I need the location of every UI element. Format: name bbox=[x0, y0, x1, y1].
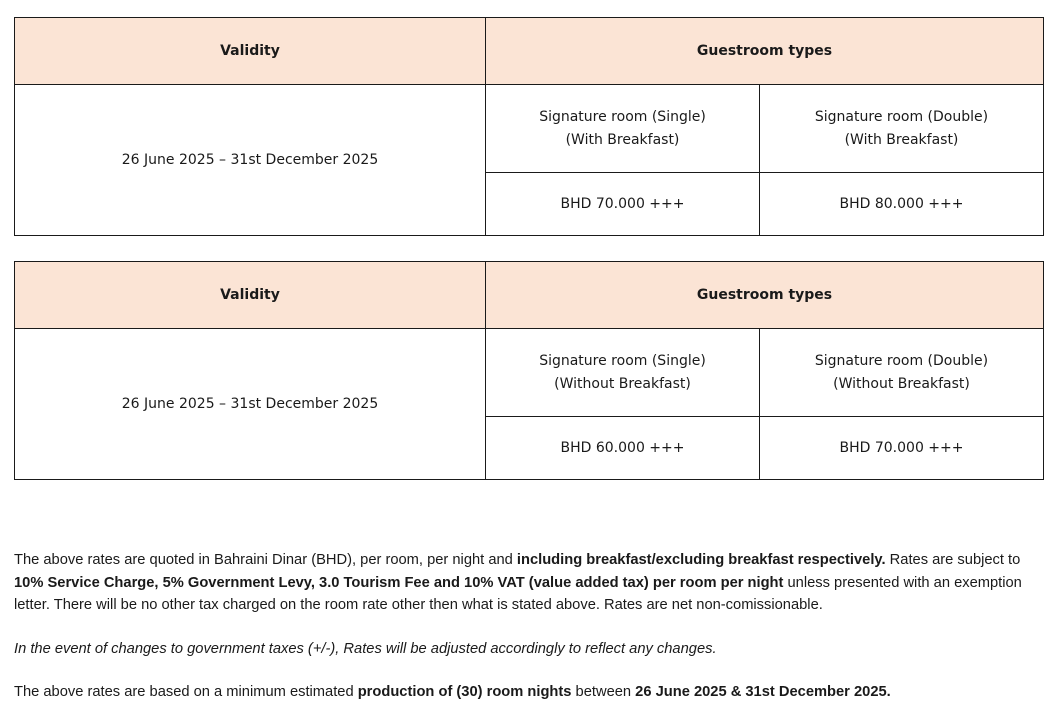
tax-change-note bbox=[14, 638, 1043, 661]
rates-terms-paragraph bbox=[14, 549, 1043, 617]
room-type-single bbox=[486, 85, 760, 173]
tax-change-text: In the event of changes to government taxes (+/-), Rates will be adjusted accordingly to reflect any changes. bbox=[14, 640, 717, 657]
room-type-double bbox=[760, 85, 1044, 173]
guestroom-types-header: Guestroom types bbox=[486, 18, 1044, 85]
production-paragraph bbox=[14, 681, 1043, 704]
validity-header: Validity bbox=[15, 18, 486, 85]
price-double: BHD 80.000 +++ bbox=[760, 173, 1044, 236]
production-dates: 26 June 2025 & 31st December 2025. bbox=[635, 684, 891, 700]
room-meal-plan: (Without Breakfast) bbox=[833, 375, 970, 392]
validity-period: 26 June 2025 – 31st December 2025 bbox=[15, 329, 486, 480]
room-name: Signature room (Double) bbox=[814, 352, 989, 369]
room-type-single bbox=[486, 329, 760, 417]
production-text: The above rates are based on a minimum estimated bbox=[14, 684, 358, 700]
terms-text: unless presented with an exemption letter. There will be no other tax charged on the room rate other then what is stated above. Rates are net non-comissionable. bbox=[14, 574, 1022, 613]
room-type-double bbox=[760, 329, 1044, 417]
terms-text: The above rates are quoted in Bahraini Dinar (BHD), per room, per night and bbox=[14, 552, 517, 568]
price-single: BHD 60.000 +++ bbox=[486, 417, 760, 480]
validity-header: Validity bbox=[15, 262, 486, 329]
room-meal-plan: (With Breakfast) bbox=[565, 131, 680, 148]
validity-period: 26 June 2025 – 31st December 2025 bbox=[15, 85, 486, 236]
guestroom-types-header: Guestroom types bbox=[486, 262, 1044, 329]
rate-notes bbox=[14, 549, 1043, 704]
price-single: BHD 70.000 +++ bbox=[486, 173, 760, 236]
terms-text: Rates are subject to bbox=[885, 552, 1021, 568]
rate-table-with-breakfast bbox=[14, 17, 1044, 236]
price-double: BHD 70.000 +++ bbox=[760, 417, 1044, 480]
room-meal-plan: (With Breakfast) bbox=[844, 131, 959, 148]
room-name: Signature room (Single) bbox=[539, 108, 706, 125]
tax-terms: 10% Service Charge, 5% Government Levy, 3.0 Tourism Fee and 10% VAT (value added tax) per room per night bbox=[14, 574, 784, 591]
room-meal-plan: (Without Breakfast) bbox=[554, 375, 691, 392]
room-name: Signature room (Single) bbox=[539, 352, 706, 369]
production-text: between bbox=[571, 684, 636, 700]
breakfast-terms: including breakfast/excluding breakfast respectively. bbox=[516, 552, 886, 568]
room-name: Signature room (Double) bbox=[814, 108, 989, 125]
rate-table-without-breakfast bbox=[14, 261, 1044, 480]
production-terms: production of (30) room nights bbox=[357, 684, 572, 700]
